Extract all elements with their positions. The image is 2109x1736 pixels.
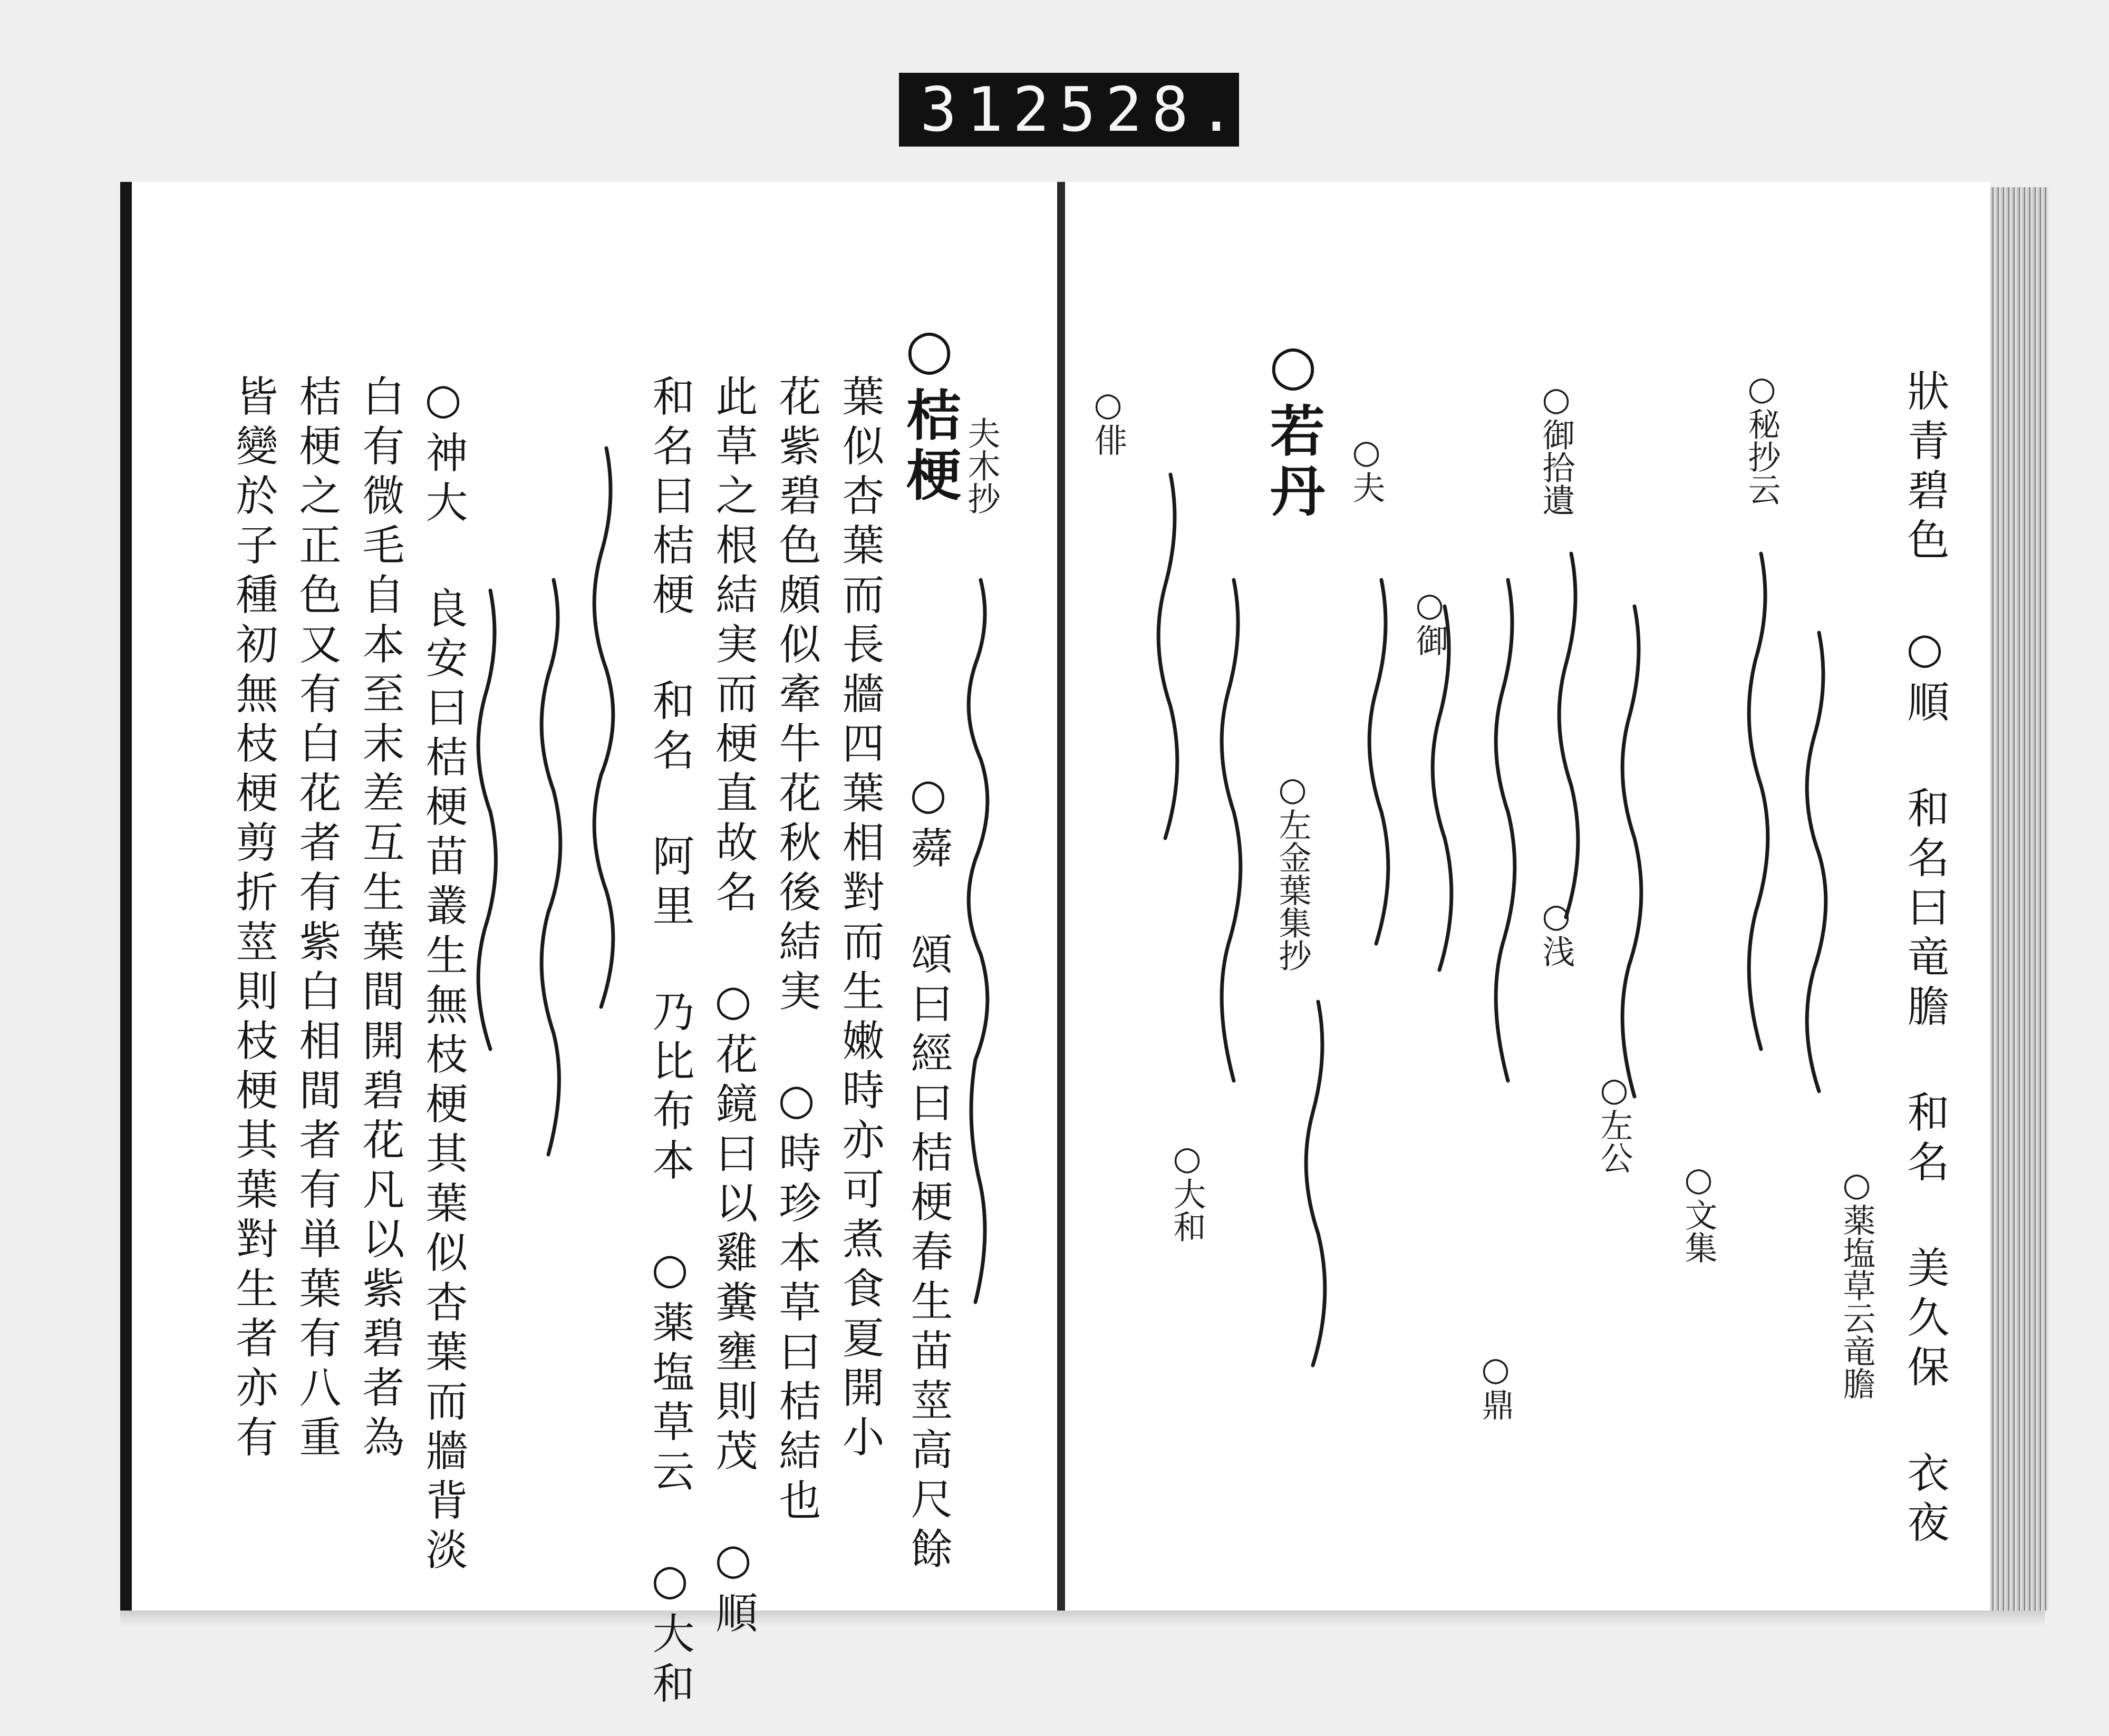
left-col-5: 此草之根結実而梗直故名 ○花鏡曰以雞糞壅則茂 ○順 [709,374,758,1641]
right-col-2: ○薬塩草云竜膽 [1837,1165,1876,1400]
left-col-11: 皆變於子種初無枝梗剪折莖則枝梗其葉對生者亦有 [229,374,278,1465]
left-col-6: 和名曰桔梗 和名 阿里 乃比布本 ○薬塩草云 ○大和 [645,374,694,1711]
right-col-5: ○御拾遺 [1537,380,1575,516]
right-col-13: ○大和 [1168,1139,1206,1243]
left-col-10: 桔梗之正色又有白花者有紫白相間者有単葉有八重 [292,374,341,1465]
left-col-fuboku: 夫木抄 [962,416,1001,515]
frame-number-right: 528. [1059,74,1244,146]
left-heading-kikyo: ○桔梗 [897,316,962,507]
right-col-10: ○夫 [1347,432,1386,503]
right-col-4: ○文集 [1679,1160,1718,1264]
right-col-3: ○秘抄云 [1743,369,1781,506]
right-col-12: ○左金葉集抄 [1273,770,1312,972]
frame-number-left: 312 [920,74,1059,146]
left-col-7: ○蕣 頌曰經曰桔梗春生苗莖高尺餘 [904,770,953,1576]
right-col-9: ○御 [1410,585,1449,656]
left-col-8: ○神大 良安曰桔梗苗叢生無枝梗其葉似杏葉而牆背淡 [419,374,468,1577]
right-col-14: ○俳 [1089,385,1127,456]
right-col-6: ○浅 [1537,896,1575,967]
right-heading-jakutan: ○若丹 [1261,332,1326,522]
left-col-4: 花紫碧色頗似牽牛花秋後結実 ○時珍本草曰桔結也 [772,374,821,1528]
right-col-1: 狀青碧色 ○順 和名曰竜膽 和名 美久保 衣夜 [1900,369,1949,1550]
right-col-8: ○鼎 [1476,1350,1515,1421]
right-col-7: ○左公 [1595,1070,1633,1174]
left-col-3: 葉似杏葉而長牆四葉相對而生嫩時亦可煮食夏開小 [835,374,884,1465]
left-col-9: 白有微毛自本至末差互生葉間開碧花凡以紫碧者為 [355,374,404,1465]
